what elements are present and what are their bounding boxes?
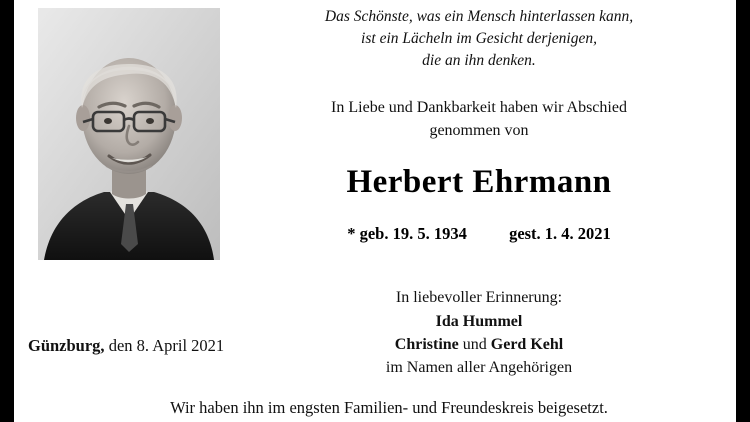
mourner-first-name: Christine: [394, 335, 459, 353]
memory-block: [229, 286, 729, 379]
death-date: gest. 1. 4. 2021: [509, 224, 611, 244]
right-letterbox-bar: [736, 0, 750, 422]
birth-date: * geb. 19. 5. 1934: [347, 224, 467, 244]
burial-note: Wir haben ihn im engsten Familien- und Freundeskreis beigesetzt.: [170, 398, 608, 417]
mourner-conjunction: und: [458, 335, 491, 353]
notice-sheet: [14, 0, 736, 422]
place-city: Günzburg,: [28, 336, 105, 355]
verse-line-1: Das Schönste, was ein Mensch hinterlassen kann,: [324, 8, 634, 25]
notice-text-column: [229, 0, 729, 422]
place-date: den 8. April 2021: [104, 336, 225, 355]
intro-block: [229, 96, 729, 142]
portrait-photo: [38, 8, 220, 260]
mourner-second-name: Gerd Kehl: [490, 335, 564, 353]
life-dates: [229, 224, 729, 244]
verse-block: [229, 0, 729, 72]
intro-line-2: genommen von: [429, 122, 529, 140]
mourner-line-2: [229, 333, 729, 356]
verse-line-2: ist ein Lächeln im Gesicht derjenigen,: [361, 30, 597, 47]
mourner-line-1: Ida Hummel: [435, 312, 523, 330]
deceased-name: Herbert Ehrmann: [346, 164, 612, 201]
left-letterbox-bar: [0, 0, 14, 422]
intro-line-1: In Liebe und Dankbarkeit haben wir Abschied: [331, 99, 627, 116]
place-and-date: [28, 336, 298, 356]
verse-line-3: die an ihn denken.: [422, 52, 536, 69]
memory-heading: In liebevoller Erinnerung:: [395, 289, 563, 307]
on-behalf-line: im Namen aller Angehörigen: [385, 358, 573, 376]
portrait-image: [38, 8, 220, 260]
